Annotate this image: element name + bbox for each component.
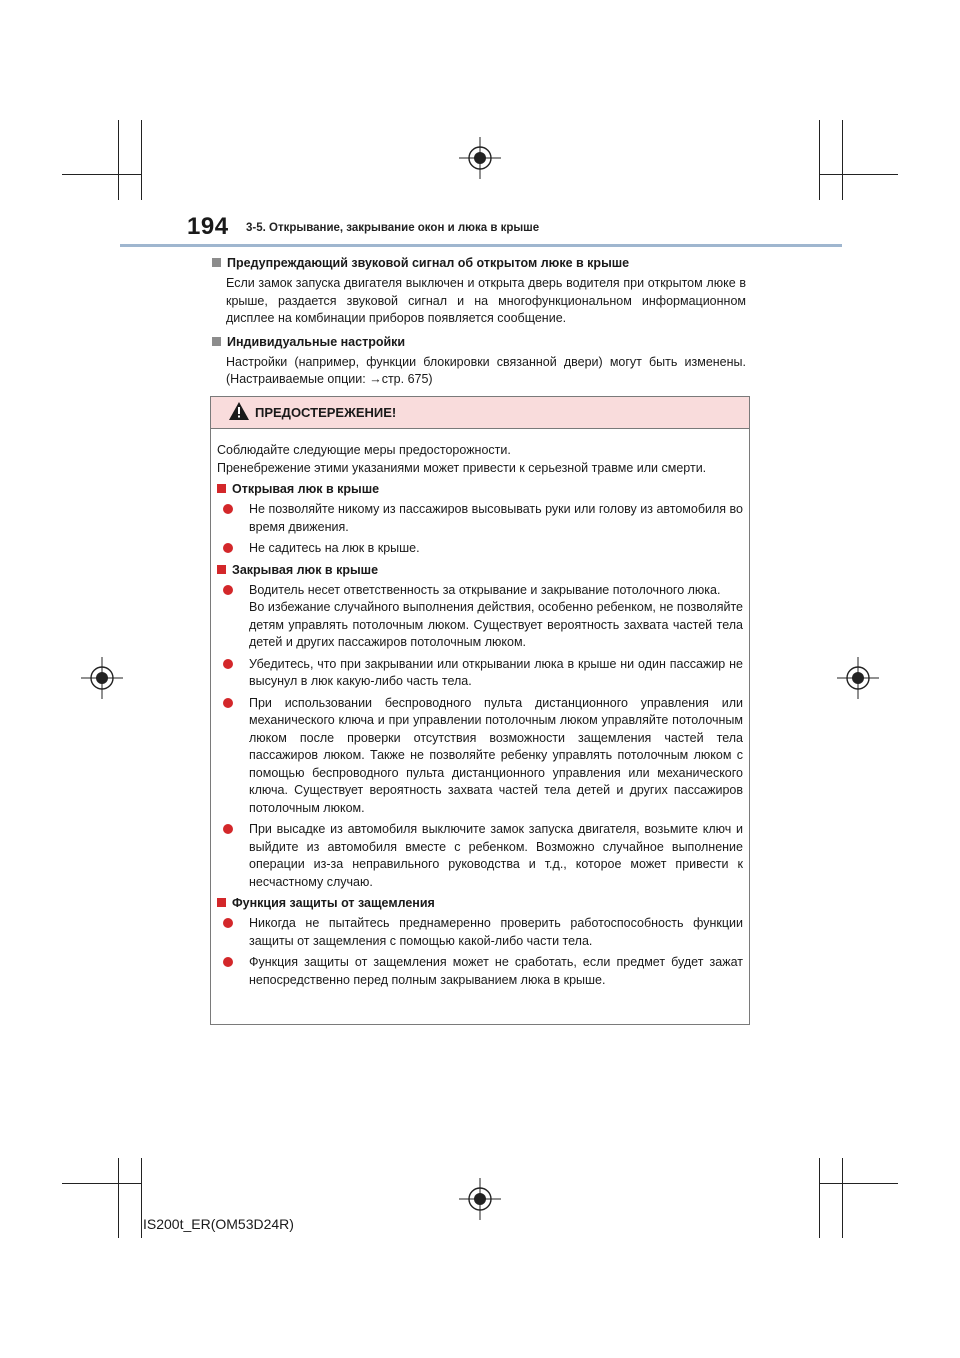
crop-mark xyxy=(819,1183,898,1184)
square-bullet-icon xyxy=(217,565,226,574)
bullet-dot-icon xyxy=(223,957,233,967)
warning-section-heading: Закрывая люк в крыше xyxy=(217,562,743,578)
square-bullet-icon xyxy=(217,898,226,907)
intro-heading: Индивидуальные настройки xyxy=(212,334,746,350)
page-number: 194 xyxy=(187,213,229,240)
warning-box xyxy=(210,396,750,1025)
intro-heading: Предупреждающий звуковой сигнал об открытом люке в крыше xyxy=(212,255,746,271)
bullet-dot-icon xyxy=(223,698,233,708)
registration-mark-icon xyxy=(459,137,501,179)
header-rule xyxy=(120,244,842,247)
bullet-item: Никогда не пытайтесь преднамеренно проверить работоспособность функции защиты от защемления с помощью какой-либо части тела. xyxy=(223,915,743,950)
bullet-item: Не позволяйте никому из пассажиров высовывать руки или голову из автомобиля во время движения. xyxy=(223,501,743,536)
warning-triangle-icon xyxy=(229,402,249,420)
crop-mark xyxy=(62,174,141,175)
crop-mark xyxy=(819,120,820,200)
crop-mark xyxy=(819,1158,820,1238)
registration-mark-icon xyxy=(837,657,879,699)
intro-content xyxy=(212,255,746,395)
document-code: IS200t_ER(OM53D24R) xyxy=(143,1216,294,1232)
crop-mark xyxy=(118,1158,119,1238)
bullet-item: Не садитесь на люк в крыше. xyxy=(223,540,743,558)
square-bullet-icon xyxy=(212,258,221,267)
crop-mark xyxy=(842,120,843,200)
warning-section-heading: Функция защиты от защемления xyxy=(217,895,743,911)
section-title: 3-5. Открывание, закрывание окон и люка в крыше xyxy=(246,222,540,234)
bullet-item: При использовании беспроводного пульта дистанционного управления или механического ключа и при управлении потолочным люком управляйте потолочным люком после проверки отсутствия возможности защемления частей тела пассажиров люком. Также не позволяйте ребенку управлять потолочным люком с помощью беспроводного пульта дистанционного управления или механического ключа. Существует вероятность захвата частей тела детей и других пассажиров потолочным люком. xyxy=(223,695,743,818)
bullet-dot-icon xyxy=(223,585,233,595)
warning-body xyxy=(211,429,749,989)
registration-mark-icon xyxy=(459,1178,501,1220)
crop-mark xyxy=(118,120,119,200)
bullet-item: Водитель несет ответственность за открывание и закрывание потолочного люка. Во избежание случайного выполнения действия, особенно ребенком, не позволяйте детям управлять потолочным люком. Существует вероятность захвата частей тела детей и других пассажиров потолочным люком. xyxy=(223,582,743,652)
bullet-dot-icon xyxy=(223,543,233,553)
warning-title: ПРЕДОСТЕРЕЖЕНИЕ! xyxy=(255,405,397,420)
square-bullet-icon xyxy=(217,484,226,493)
bullet-item: При высадке из автомобиля выключите замок запуска двигателя, возьмите ключ и выйдите из автомобиля вместе с ребенком. Возможно случайное выполнение операции из-за неправильного руководства и т.д., которое может привести к несчастному случаю. xyxy=(223,821,743,891)
bullet-item: Убедитесь, что при закрывании или открывании люка в крыше ни один пассажир не высунул в люк какую-либо часть тела. xyxy=(223,656,743,691)
intro-paragraph: Если замок запуска двигателя выключен и открыта дверь водителя при открытом люке в крыше, раздается звуковой сигнал и на многофункциональном информационном дисплее на комбинации приборов появляется сообщение. xyxy=(226,276,746,325)
warning-section-heading: Открывая люк в крыше xyxy=(217,481,743,497)
bullet-dot-icon xyxy=(223,659,233,669)
square-bullet-icon xyxy=(212,337,221,346)
crop-mark xyxy=(141,120,142,200)
bullet-dot-icon xyxy=(223,504,233,514)
bullet-dot-icon xyxy=(223,824,233,834)
bullet-dot-icon xyxy=(223,918,233,928)
warning-intro: Соблюдайте следующие меры предосторожности. Пренебрежение этими указаниями может привести к серьезной травме или смерти. xyxy=(217,443,707,475)
intro-paragraph: Настройки (например, функции блокировки связанной двери) могут быть изменены. (Настраиваемые опции: →стр. 675) xyxy=(226,354,746,386)
bullet-item: Функция защиты от защемления может не сработать, если предмет будет зажат непосредственно перед полным закрыванием люка в крыше. xyxy=(223,954,743,989)
registration-mark-icon xyxy=(81,657,123,699)
crop-mark xyxy=(842,1158,843,1238)
crop-mark xyxy=(62,1183,141,1184)
crop-mark xyxy=(819,174,898,175)
crop-mark xyxy=(141,1158,142,1238)
warning-header xyxy=(211,397,749,429)
